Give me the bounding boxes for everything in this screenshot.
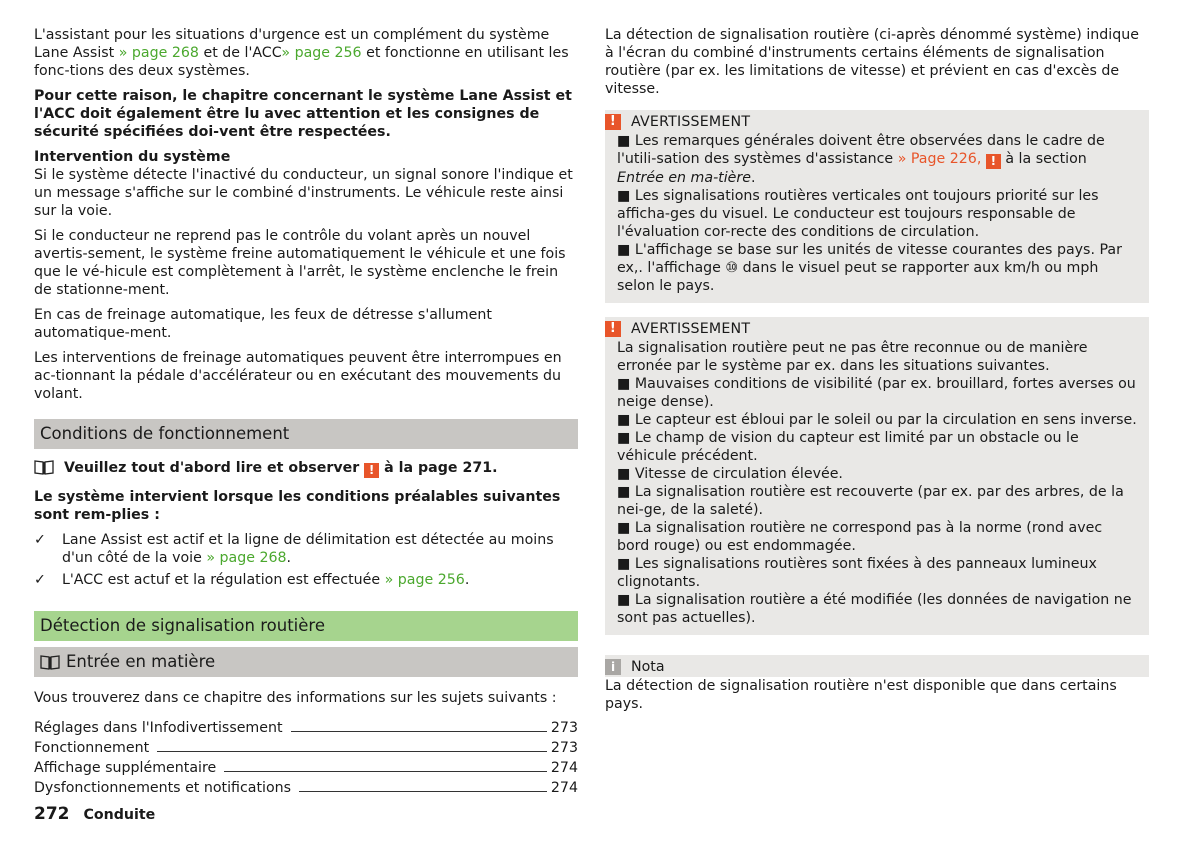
chapter-label: Conduite <box>83 807 156 823</box>
warning-bullet: ■ Les signalisations routières sont fixées à des panneaux lumineux clignotants. <box>617 556 1097 590</box>
intro-paragraph: L'assistant pour les situations d'urgence est un complément du système Lane Assist » page 268 et de l'ACC» page 256 et fonctionne en utilisant les fonc-tions des deux systèmes. <box>34 27 569 79</box>
warning-bullet: ■ Le capteur est ébloui par le soleil ou par la circulation en sens inverse. <box>617 412 1137 428</box>
link-page-256[interactable]: » page 256 <box>281 45 362 61</box>
link-page-268[interactable]: » page 268 <box>206 550 287 566</box>
nota-header: i Nota <box>605 655 1149 677</box>
nota-text: La détection de signalisation routière n'est disponible que dans certains pays. <box>605 678 1117 712</box>
check-icon: ✓ <box>34 572 46 588</box>
warning-header: ! AVERTISSEMENT <box>605 317 1149 339</box>
warning-bullet: ■ Vitesse de circulation élevée. <box>617 466 843 482</box>
right-column <box>605 26 1149 713</box>
warning-bullet: ■ Les signalisations routières verticales ont toujours priorité sur les afficha-ges du visuel. Le conducteur est toujours responsable de l'évaluation cor-recte des conditions de circulation. <box>617 188 1099 240</box>
toc-entry[interactable]: Affichage supplémentaire 274 <box>34 760 578 776</box>
toc-entry[interactable]: Dysfonctionnements et notifications 274 <box>34 780 578 796</box>
intervention-heading: Intervention du système <box>34 149 231 165</box>
interrupt-paragraph: Les interventions de freinage automatiques peuvent être interrompues en ac-tionnant la pédale d'accélérateur ou en exécutant des mouvements du volant. <box>34 350 562 402</box>
check-icon: ✓ <box>34 532 46 548</box>
table-of-contents <box>34 719 578 797</box>
warning-bullet: ■ La signalisation routière a été modifiée (les données de navigation ne sont pas actuelles). <box>617 592 1132 626</box>
warning-icon: ! <box>364 463 379 478</box>
bold-notice: Pour cette raison, le chapitre concernant le système Lane Assist et l'ACC doit également être lu avec attention et les consignes de sécurité spécifiées doi-vent être respectées. <box>34 88 572 140</box>
section-sign-detection-header: Détection de signalisation routière <box>34 611 578 641</box>
left-column <box>34 26 578 799</box>
book-icon <box>34 459 54 475</box>
warning-header: ! AVERTISSEMENT <box>605 110 1149 132</box>
toc-entry[interactable]: Réglages dans l'Infodivertissement 273 <box>34 720 578 736</box>
conditions-intro: Le système intervient lorsque les conditions préalables suivantes sont rem-plies : <box>34 489 561 523</box>
warning-icon: ! <box>986 154 1001 169</box>
list-item: ✓ L'ACC est actuf et la régulation est effectuée » page 256. <box>34 572 470 588</box>
warning-bullet: ■ Les remarques générales doivent être observées dans le cadre de l'utili-sation des systèmes d'assistance » Page 226, ! à la section Entrée en ma-tière. <box>617 133 1105 186</box>
book-icon <box>40 654 60 670</box>
section-conditions-header: Conditions de fonctionnement <box>34 419 578 449</box>
warning-icon: ! <box>605 321 621 337</box>
speed-limit-symbol-icon: ⑩ <box>725 260 739 276</box>
list-item: ✓ Lane Assist est actif et la ligne de délimitation est détectée au moins d'un côté de la voie » page 268. <box>34 532 554 566</box>
page-number: 272 <box>34 804 70 824</box>
warning-box-1 <box>605 110 1149 303</box>
intervention-paragraph: Si le système détecte l'inactivé du conducteur, un signal sonore l'indique et un message s'affiche sur le combiné d'instruments. Le véhicule reste ainsi sur la voie. <box>34 167 573 219</box>
warning-icon: ! <box>605 114 621 130</box>
warning-bullet: ■ L'affichage se base sur les unités de vitesse courantes des pays. Par ex,. l'affichage ⑩ dans le visuel peut se rapporter aux km/h ou mph selon le pays. <box>617 242 1122 294</box>
warning-bullet: ■ Mauvaises conditions de visibilité (par ex. brouillard, fortes averses ou neige dense). <box>617 376 1136 410</box>
warning-bullet: ■ Le champ de vision du capteur est limité par un obstacle ou le véhicule précédent. <box>617 430 1079 464</box>
warning-bullet: ■ La signalisation routière ne correspond pas à la norme (rond avec bord rouge) ou est endommagée. <box>617 520 1103 554</box>
toc-intro: Vous trouverez dans ce chapitre des informations sur les sujets suivants : <box>34 690 557 706</box>
sign-detection-intro: La détection de signalisation routière (ci-après dénommé système) indique à l'écran du combiné d'instruments certains éléments de signalisation routière (par ex. les limitations de vitesse) et prévient en cas d'excès de vitesse. <box>605 27 1139 97</box>
link-page-268[interactable]: » page 268 <box>118 45 199 61</box>
warning-intro: La signalisation routière peut ne pas être reconnue ou de manière erronée par le système par ex. dans les situations suivantes. <box>617 340 1088 374</box>
warning-bullet: ■ La signalisation routière est recouverte (par ex. par des arbres, de la nei-ge, de la saleté). <box>617 484 1124 518</box>
link-page-226[interactable]: » Page 226, <box>897 151 982 167</box>
section-introduction-header: Entrée en matière <box>34 647 578 677</box>
toc-entry[interactable]: Fonctionnement 273 <box>34 740 578 756</box>
warning-box-2 <box>605 317 1149 635</box>
braking-paragraph: Si le conducteur ne reprend pas le contrôle du volant après un nouvel avertis-sement, le système freine automatiquement le véhicule et une fois que le vé-hicule est complètement à l'arrêt, le système enclenche le frein de stationne-ment. <box>34 228 566 298</box>
page-footer <box>34 805 155 824</box>
link-page-256[interactable]: » page 256 <box>384 572 465 588</box>
read-first-note: Veuillez tout d'abord lire et observer ! à la page 271. <box>34 459 578 478</box>
info-icon: i <box>605 659 621 675</box>
hazard-lights-paragraph: En cas de freinage automatique, les feux de détresse s'allument automatique-ment. <box>34 307 492 341</box>
